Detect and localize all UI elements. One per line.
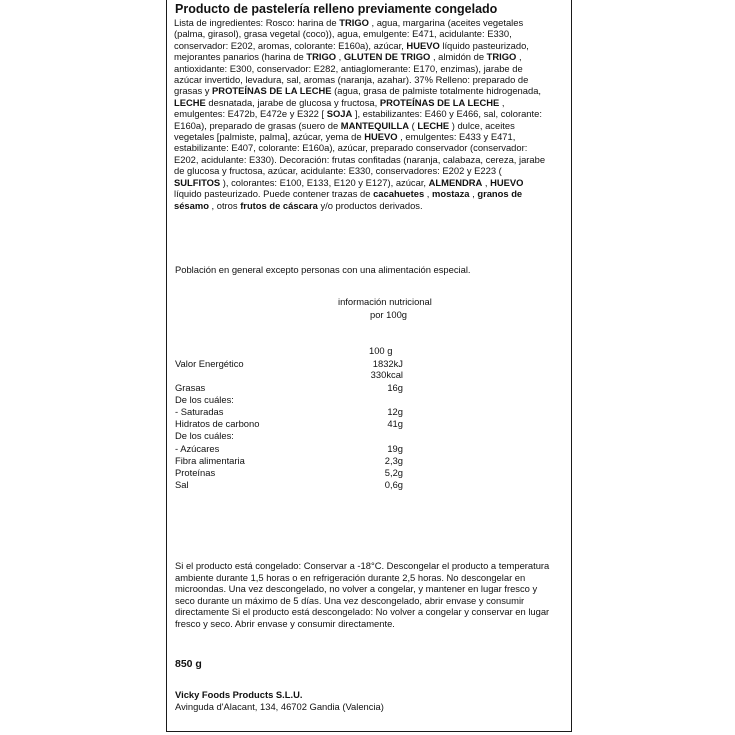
nutrition-row (175, 369, 403, 380)
nutrient-name: - Saturadas (175, 406, 224, 417)
allergen: frutos de cáscara (240, 199, 318, 211)
ingredient-text: líquido pasteurizado. Puede contener trazas de (174, 188, 374, 200)
nutrient-name: Valor Energético (175, 358, 244, 369)
ingredient-text: ) dulce, aceites vegetales [palmiste, palma], azúcar, yema de (174, 119, 515, 143)
ingredient-text: ( (409, 119, 418, 131)
nutrition-row (175, 382, 403, 393)
nutrient-value: 41g (387, 418, 403, 429)
nutrient-value: 1832kJ (372, 358, 403, 369)
nutrition-row (175, 443, 403, 454)
storage-instructions: Si el producto está congelado: Conservar a -18°C. Descongelar el producto a temperatura ambiente durante 1,5 horas o en refrigeración durante 2,5 horas. No descongelar en microondas. Una vez descongelado, no volver a congelar, y mantener en lugar fresco y seco durante un máximo de 5 días. Una vez descongelado, abrir envase y consumir directamente Si el producto está descongelado: No volver a congelar y conservar en lugar fresco y seco. Abrir envase y consumir directamente. (175, 560, 550, 629)
allergen: TRIGO (306, 51, 337, 63)
nutrition-row (175, 418, 403, 429)
nutrient-name: De los cuáles: (175, 394, 234, 405)
ingredient-text: , otros (208, 199, 241, 211)
nutrient-value: 330kcal (370, 369, 403, 380)
allergen: cacahuetes (373, 188, 425, 200)
ingredient-text: , agua, margarina (aceites vegetales (palma, girasol), grasa vegetal (coco)), agua, emulgente: E471, acidulante: E330, conservador: E202, aromas, colorante: E160a), azúcar, (174, 17, 524, 51)
allergen: LECHE (417, 119, 450, 131)
nutrient-name: Grasas (175, 382, 206, 393)
allergen: GLUTEN DE TRIGO (343, 51, 431, 63)
nutrition-row (175, 455, 403, 466)
allergen: granos de sésamo (174, 188, 523, 211)
target-population: Población en general excepto personas con una alimentación especial. (175, 264, 471, 275)
allergen: MANTEQUILLA (340, 119, 410, 131)
ingredient-text: , emulgentes: E433 y E471, estabilizante: E407, colorante: E160a), azúcar, preparado conservador (conservador: E202, acidulante: E330). Decoración: frutas confitadas (naranja, calabaza, cereza, jarabe de glucosa y fructosa, azúcar, acidulante: E330, conservadores: E202 y E223 ( (174, 131, 546, 177)
nutrient-value: 19g (387, 443, 403, 454)
nutrient-name: Hidratos de carbono (175, 418, 260, 429)
allergen: HUEVO (406, 39, 440, 51)
allergen: HUEVO (490, 176, 524, 188)
nutrition-row (175, 467, 403, 478)
ingredient-text: , (424, 188, 432, 200)
nutrient-name: Fibra alimentaria (175, 455, 245, 466)
allergen: SOJA (326, 108, 353, 120)
allergen: PROTEÍNAS DE LA LECHE (379, 96, 500, 108)
ingredient-text: , (336, 51, 344, 63)
ingredient-text: , (469, 188, 478, 200)
nutrient-value: 12g (387, 406, 403, 417)
ingredient-text: Lista de ingredientes: Rosco: harina de (174, 17, 340, 28)
ingredient-text: , antioxidante: E300, conservador: E282, antiaglomerante: E170, enzimas), jarabe de azúcar invertido, levadura, sal, aromas (naranja, azahar). 37% Relleno: preparado de grasas y (174, 51, 529, 97)
ingredient-text: , (482, 176, 491, 188)
ingredient-text: ), colorantes: E100, E133, E120 y E127), azúcar, (220, 176, 429, 188)
nutrient-name: - Azúcares (175, 443, 220, 454)
nutrient-name: Proteínas (175, 467, 216, 478)
allergen: ALMENDRA (428, 176, 483, 188)
ingredients-list (174, 17, 546, 211)
allergen: LECHE (174, 96, 206, 108)
nutrition-row (175, 394, 403, 405)
ingredient-text: , almidón de (430, 51, 487, 63)
nutrition-row (175, 479, 403, 490)
nutrient-value: 16g (387, 382, 403, 393)
ingredient-text: , emulgentes: E472b, E472e y E322 [ (174, 96, 505, 120)
ingredient-text: (agua, grasa de palmiste totalmente hidrogenada, (331, 85, 542, 97)
allergen: TRIGO (339, 17, 369, 28)
allergen: TRIGO (486, 51, 517, 63)
ingredient-text: ], estabilizantes: E460 y E466, sal, colorante: E160a), preparado de grasas (suero de (174, 108, 542, 131)
company-address: Avinguda d'Alacant, 134, 46702 Gandia (Valencia) (175, 701, 384, 712)
allergen: SULFITOS (174, 176, 221, 188)
allergen: HUEVO (364, 131, 398, 143)
company-name: Vicky Foods Products S.L.U. (175, 689, 303, 700)
nutrition-row (175, 430, 403, 441)
nutrient-name: De los cuáles: (175, 430, 234, 441)
ingredient-text: líquido pasteurizado, mejorantes panarios (harina de (174, 39, 529, 63)
ingredient-text: y/o productos derivados. (317, 199, 423, 211)
allergen: PROTEÍNAS DE LA LECHE (212, 85, 332, 97)
nutrition-header: información nutricional (338, 296, 432, 307)
nutrition-row (175, 358, 403, 369)
nutrient-name: Sal (175, 479, 189, 490)
nutrition-column-header: 100 g (369, 345, 393, 356)
nutrition-per-100g: por 100g (370, 309, 408, 320)
nutrient-value: 0,6g (384, 479, 403, 490)
nutrient-value: 2,3g (384, 455, 403, 466)
nutrient-value: 5,2g (384, 467, 403, 478)
net-weight: 850 g (175, 658, 202, 670)
nutrition-row (175, 406, 403, 417)
allergen: mostaza (432, 188, 470, 200)
product-label (166, 0, 572, 732)
product-title: Producto de pastelería relleno previamente congelado (175, 2, 498, 16)
ingredient-text: desnatada, jarabe de glucosa y fructosa, (205, 96, 380, 108)
